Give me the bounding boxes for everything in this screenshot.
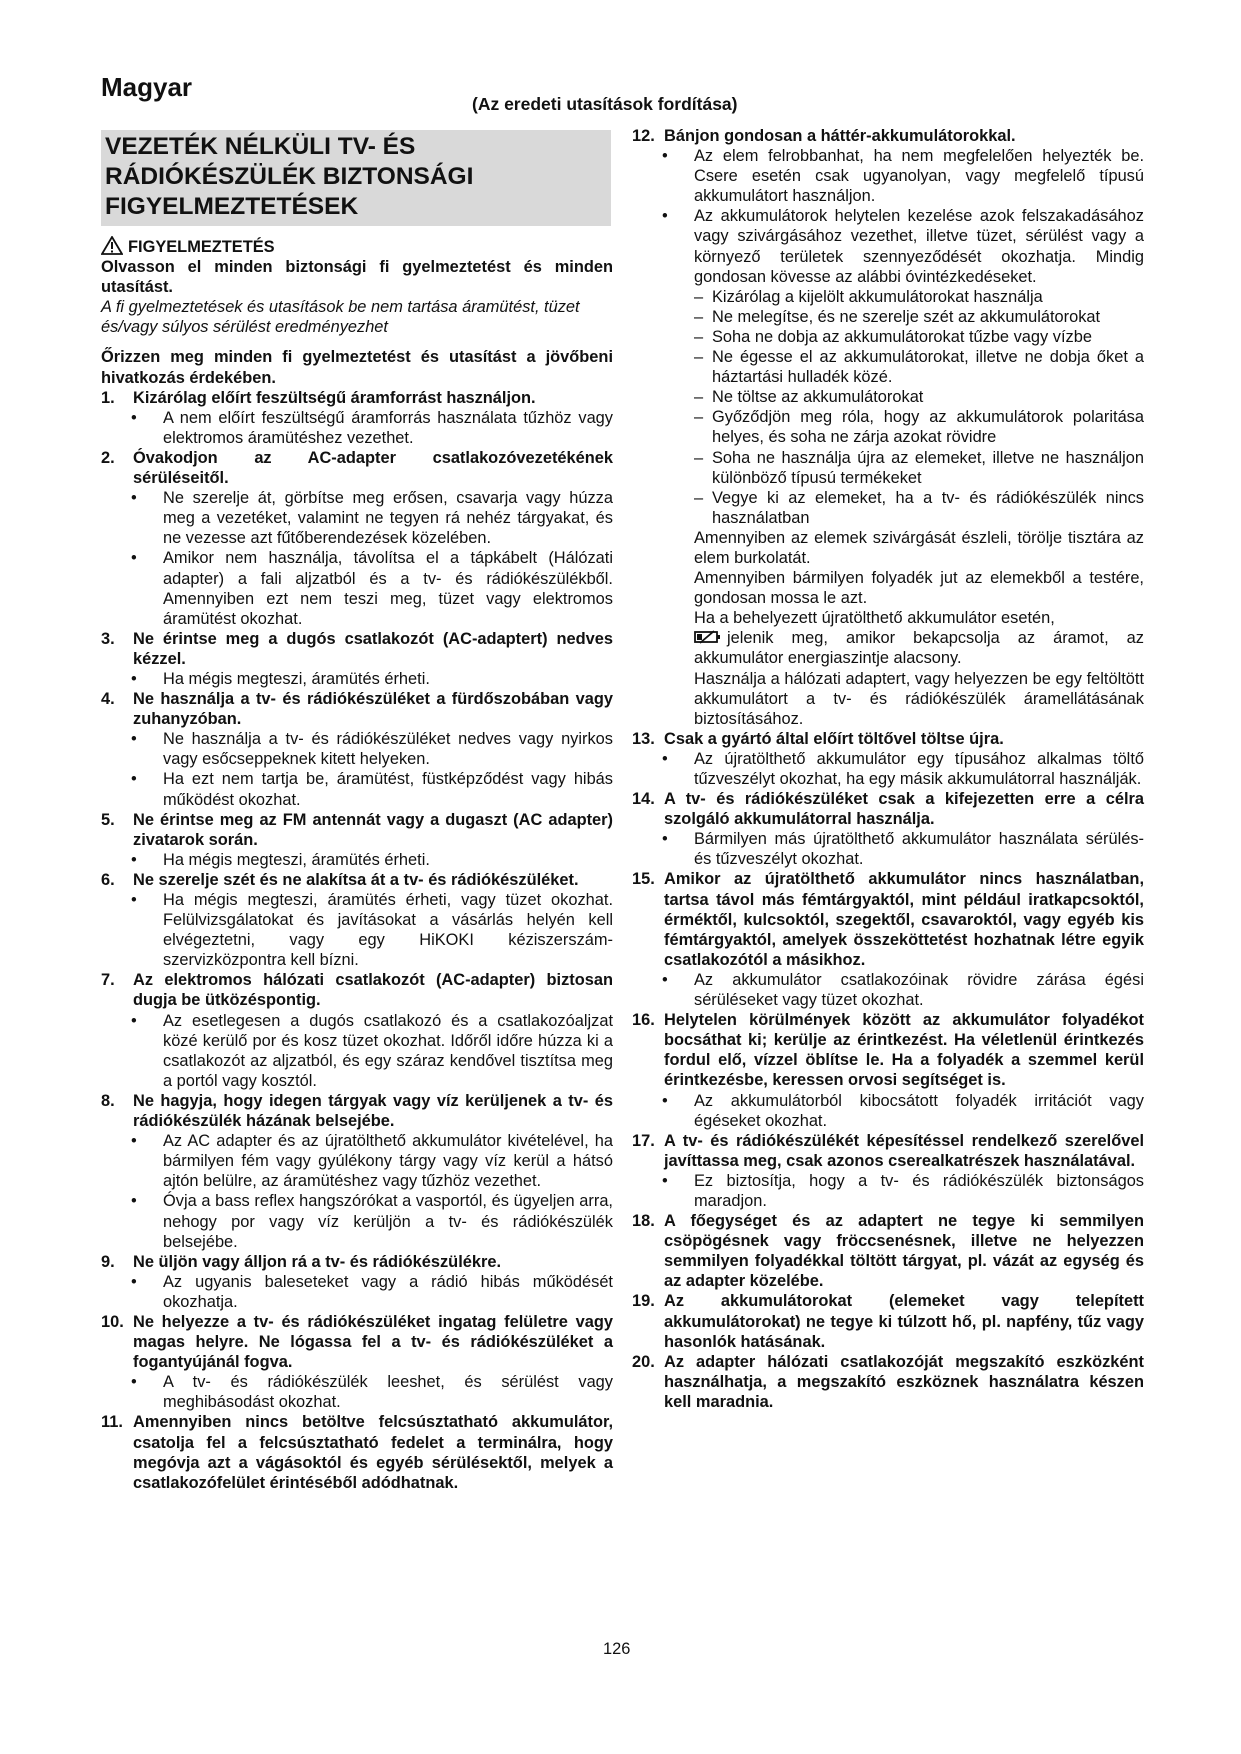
bullet-item <box>101 1011 613 1091</box>
item-text: Ne üljön vagy álljon rá a tv- és rádiókészülékre. <box>133 1252 502 1271</box>
bullet-text: Az akkumulátorok helytelen kezelése azok felszakadásához vagy szivárgásához vezethet, illetve tüzet, sérülést vagy a környező területek szennyeződését okozhatja. Mindig gondosan kövesse az alábbi óvintézkedéseket. <box>694 207 1144 286</box>
warning-label: FIGYELMEZTETÉS <box>128 238 275 256</box>
low-battery-text-b: jelenik meg, amikor bekapcsolja az áramot, az akkumulátor energiaszintje alacsony. <box>694 629 1144 668</box>
item-text: Ne szerelje szét és ne alakítsa át a tv- és rádiókészüléket. <box>133 870 579 889</box>
bullet-text: Az AC adapter és az újratölthető akkumulátor kivételével, ha bármilyen fém vagy gyúlékony tárgy vagy víz kerül a hátsó ajtón belülre, az áramütéshez vagy tűzhöz vezethet. <box>163 1132 613 1191</box>
bullet-mark: • <box>131 1373 137 1392</box>
bullet-text: Az esetlegesen a dugós csatlakozó és a csatlakozóaljzat közé kerülő por és kosz tüzet okozhat. Időről időre húzza ki a csatlakozót az aljzatból, és egy száraz kendővel tisztítsa meg a portól vagy kosztól. <box>163 1011 613 1090</box>
dash-mark: – <box>694 488 704 507</box>
dash-item <box>632 448 1144 488</box>
bullet-mark: • <box>131 850 137 869</box>
item-text: Amennyiben nincs betöltve felcsúsztatható akkumulátor, csatolja fel a felcsúsztatható fedelet a terminálra, hogy megóvja azt a vágásoktól és egyéb sérülésektől, melyek a csatlakozófelület érintéséből adódhatnak. <box>133 1413 613 1492</box>
leak-paragraph: Amennyiben az elemek szivárgását észleli, törölje tisztára az elem burkolatát. <box>694 528 1144 567</box>
item-text: Ne helyezze a tv- és rádiókészüléket ingatag felületre vagy magas helyre. Ne lógassa fel a tv- és rádiókészüléket a fogantyújánál fogva. <box>133 1312 613 1372</box>
list-item <box>632 1291 1144 1351</box>
dash-text: Soha ne használja újra az elemeket, illetve ne használjon különböző típusú termékeket <box>712 448 1144 487</box>
bullet-item <box>101 890 613 970</box>
bullet-mark: • <box>662 830 668 849</box>
bullet-item <box>101 729 613 769</box>
bullet-item <box>632 749 1144 789</box>
bullet-text: Óvja a bass reflex hangszórókat a vasportól, és ügyeljen arra, nehogy por vagy víz kerüljön a tv- és rádiókészülék belsejébe. <box>163 1192 613 1251</box>
bullet-text: Az ugyanis baleseteket vagy a rádió hibás működését okozhatja. <box>163 1272 613 1311</box>
list-item-12 <box>632 126 1144 146</box>
bullet-text: A nem előírt feszültségű áramforrás használata tűzhöz vagy elektromos áramütéshez vezethet. <box>163 408 613 447</box>
bullet-mark: • <box>131 1192 137 1211</box>
list-item <box>632 1211 1144 1291</box>
bullet-item <box>101 1191 613 1251</box>
low-battery-paragraph <box>632 608 1144 668</box>
bullet-mark: • <box>131 489 137 508</box>
item-text: Helytelen körülmények között az akkumulátor folyadékot bocsáthat ki; kerülje az érintkezést. Ha véletlenül érintkezés fordul elő, vízzel öblítse le. Ha a folyadék a szemmel kerül érintkezésbe, keressen orvosi segítséget is. <box>664 1011 1144 1090</box>
item-text: Bánjon gondosan a háttér-akkumulátorokkal. <box>664 127 1016 145</box>
list-item <box>101 629 613 669</box>
bullet-text: Ne szerelje át, görbítse meg erősen, csavarja vagy húzza meg a vezetéket, valamint ne tegyen rá nehéz tárgyakat, és ne vezesse azt fűtőberendezések közelében. <box>163 489 613 548</box>
item-number: 13. <box>632 729 655 748</box>
dash-mark: – <box>694 448 704 467</box>
item-number: 20. <box>632 1352 655 1371</box>
item-number: 7. <box>101 971 115 990</box>
item-number: 6. <box>101 870 115 889</box>
bullet-item <box>101 548 613 628</box>
item-text: Az akkumulátorokat (elemeket vagy telepített akkumulátorokat) ne tegye ki túlzott hő, pl. napfény, tűz vagy hasonlók hatásának. <box>664 1292 1144 1351</box>
bullet-mark: • <box>662 970 668 989</box>
bullet-mark: • <box>131 730 137 749</box>
list-item <box>101 689 613 729</box>
dash-mark: – <box>694 388 704 407</box>
bullet-item <box>632 970 1144 1010</box>
warning-italic-text: A fi gyelmeztetések és utasítások be nem tartása áramütést, tüzet és/vagy súlyos sérülést eredményezhet <box>101 298 580 337</box>
dash-mark: – <box>694 307 704 326</box>
item-text: Óvakodjon az AC-adapter csatlakozóvezetékének sérüléseitől. <box>133 448 613 488</box>
list-item <box>101 388 613 408</box>
low-battery-text-a: Ha a behelyezett újratölthető akkumulátor esetén, <box>694 609 1055 628</box>
bullet-text: Ha mégis megteszi, áramütés érheti. <box>163 850 430 869</box>
dash-text: Győződjön meg róla, hogy az akkumulátorok polaritása helyes, és soha ne zárja azokat rövidre <box>712 408 1144 447</box>
bullet-item <box>101 769 613 809</box>
item-number: 1. <box>101 388 115 407</box>
dash-item <box>632 327 1144 347</box>
list-item <box>101 810 613 850</box>
dash-mark: – <box>694 327 704 346</box>
item-text: Amikor az újratölthető akkumulátor nincs használatban, tartsa távol más fémtárgyaktól, mint például iratkapcsoktól, érméktől, kulcsoktól, szegektől, csavaroktól, vagy egyéb kis fémtárgyaktól, amelyek összeköttetést hozhatnak létre egyik csatlakozótól a másikhoz. <box>664 870 1144 969</box>
warning-bold-text: Olvasson el minden biztonsági fi gyelmeztetést és minden utasítást. <box>101 258 613 297</box>
dash-text: Ne töltse az akkumulátorokat <box>712 388 924 407</box>
list-item <box>101 1091 613 1131</box>
item-text: Ne érintse meg a dugós csatlakozót (AC-adaptert) nedves kézzel. <box>133 629 613 668</box>
bullet-text: Az újratölthető akkumulátor egy típusához alkalmas töltő tűzveszélyt okozhat, ha egy másik akkumulátorral használják. <box>694 749 1144 788</box>
item-text: A tv- és rádiókészüléket csak a kifejezetten erre a célra szolgáló akkumulátorral használja. <box>664 790 1144 829</box>
dash-mark: – <box>694 408 704 427</box>
dash-item <box>632 407 1144 447</box>
item-number: 5. <box>101 810 115 829</box>
bullet-mark: • <box>131 891 137 909</box>
bullet-mark: • <box>131 770 137 789</box>
item-text: A főegységet és az adaptert ne tegye ki semmilyen csöpögésnek vagy fröccsenésnek, illetve ne helyezzen semmilyen folyadékkal töltött tárgyat, pl. vázát az egység és az adapter közelébe. <box>664 1212 1144 1291</box>
item-text: Az adapter hálózati csatlakozóját megszakító eszközként használhatja, a megszakító eszköznek használatra készen kell maradnia. <box>664 1352 1144 1411</box>
bullet-text: Az elem felrobbanhat, ha nem megfelelően helyezték be. Csere esetén csak ugyanolyan, vagy megfelelő típusú akkumulátort használjon. <box>694 147 1144 206</box>
dash-mark: – <box>694 348 704 367</box>
bullet-text: Az akkumulátor csatlakozóinak rövidre zárása égési sérüléseket vagy tüzet okozhat. <box>694 970 1144 1010</box>
keep-instructions-text: Őrizzen meg minden fi gyelmeztetést és utasítást a jövőbeni hivatkozás érdekében. <box>101 348 613 387</box>
dash-text: Ne égesse el az akkumulátorokat, illetve ne dobja őket a háztartási hulladék közé. <box>712 348 1144 387</box>
list-item <box>632 789 1144 829</box>
item-number: 10. <box>101 1312 124 1331</box>
low-battery-icon <box>694 629 724 645</box>
bullet-mark: • <box>131 408 137 427</box>
item-number: 16. <box>632 1011 655 1030</box>
bullet-text: Ha mégis megteszi, áramütés érheti. <box>163 669 430 688</box>
list-item <box>101 1312 613 1372</box>
bullet-item <box>101 669 613 689</box>
bullet-item <box>632 146 1144 206</box>
dash-item <box>632 287 1144 307</box>
bullet-item <box>101 1272 613 1312</box>
page-number: 126 <box>603 1640 631 1658</box>
dash-item <box>632 488 1144 528</box>
dash-item <box>632 387 1144 407</box>
item-number: 9. <box>101 1252 115 1271</box>
bullet-item <box>632 1171 1144 1211</box>
item-text: A tv- és rádiókészülékét képesítéssel rendelkező szerelővel javíttassa meg, csak azonos cserealkatrészek használatával. <box>664 1131 1144 1170</box>
item-text: Az elektromos hálózati csatlakozót (AC-adapter) biztosan dugja be ütközéspontig. <box>133 971 613 1010</box>
item-number: 17. <box>632 1131 655 1150</box>
bullet-text: Ha mégis megteszi, áramütés érheti, vagy tüzet okozhat. Felülvizsgálatokat és javításokat a vásárlás helyén kell elvégeztetni, vagy egy HiKOKI kéziszerszám-szervizközpontra kell bízni. <box>163 891 613 970</box>
list-item <box>101 970 613 1010</box>
bullet-mark: • <box>662 207 668 226</box>
translation-subtitle: (Az eredeti utasítások fordítása) <box>472 94 738 114</box>
adapter-paragraph: Használja a hálózati adaptert, vagy helyezzen be egy feltöltött akkumulátort a tv- és rádiókészülék áramellátásának biztosításához. <box>694 669 1144 728</box>
list-item <box>632 869 1144 969</box>
language-label: Magyar <box>101 72 193 102</box>
dash-text: Ne melegítse, és ne szerelje szét az akkumulátorokat <box>712 307 1101 326</box>
item-text: Ne érintse meg az FM antennát vagy a dugaszt (AC adapter) zivatarok során. <box>133 810 613 849</box>
bullet-text: A tv- és rádiókészülék leeshet, és sérülést vagy meghibásodást okozhat. <box>163 1373 613 1412</box>
bullet-mark: • <box>662 1091 668 1110</box>
bullet-item <box>101 1131 613 1191</box>
item-text: Kizárólag előírt feszültségű áramforrást használjon. <box>133 388 536 407</box>
item-number: 3. <box>101 629 115 648</box>
bullet-item <box>632 1091 1144 1131</box>
list-item <box>101 1412 613 1492</box>
bullet-item <box>101 1372 613 1412</box>
list-item <box>101 448 613 488</box>
list-item <box>632 1352 1144 1412</box>
warning-triangle-icon <box>101 236 123 255</box>
dash-text: Soha ne dobja az akkumulátorokat tűzbe vagy vízbe <box>712 327 1092 346</box>
fluid-paragraph: Amennyiben bármilyen folyadék jut az elemekből a testére, gondosan mossa le azt. <box>694 569 1144 608</box>
item-number: 8. <box>101 1091 115 1110</box>
section-title: VEZETÉK NÉLKÜLI TV- ÉS RÁDIÓKÉSZÜLÉK BIZTONSÁGI FIGYELMEZTETÉSEK <box>101 130 611 226</box>
right-column <box>632 126 1144 1412</box>
bullet-mark: • <box>131 669 137 688</box>
bullet-item <box>632 206 1144 286</box>
left-column <box>101 130 613 1493</box>
bullet-mark: • <box>131 1132 137 1151</box>
item-number: 11. <box>101 1413 123 1432</box>
dash-item <box>632 347 1144 387</box>
bullet-text: Az akkumulátorból kibocsátott folyadék irritációt vagy égéseket okozhat. <box>694 1091 1144 1130</box>
list-item <box>101 870 613 890</box>
list-item <box>632 1010 1144 1090</box>
dash-text: Kizárólag a kijelölt akkumulátorokat használja <box>712 287 1043 306</box>
list-item <box>632 1131 1144 1171</box>
bullet-text: Bármilyen más újratölthető akkumulátor használata sérülés- és tűzveszélyt okozhat. <box>694 830 1144 869</box>
bullet-mark: • <box>662 1171 668 1190</box>
item-number: 14. <box>632 790 655 809</box>
item-number: 2. <box>101 448 115 467</box>
item-text: Ne hagyja, hogy idegen tárgyak vagy víz kerüljenek a tv- és rádiókészülék házának belsejébe. <box>133 1091 613 1131</box>
bullet-mark: • <box>131 549 137 568</box>
bullet-mark: • <box>662 147 668 166</box>
item-number: 18. <box>632 1212 655 1231</box>
bullet-text: Ne használja a tv- és rádiókészüléket nedves vagy nyirkos vagy esőcseppeknek kitett helyeken. <box>163 730 613 769</box>
bullet-text: Ha ezt nem tartja be, áramütést, füstképződést vagy hibás működést okozhat. <box>163 770 613 809</box>
bullet-item <box>101 408 613 448</box>
item-text: Csak a gyártó által előírt töltővel töltse újra. <box>664 729 1004 748</box>
left-item-list <box>101 388 613 1493</box>
bullet-item <box>101 850 613 870</box>
bullet-mark: • <box>131 1272 137 1291</box>
bullet-mark: • <box>131 1011 137 1030</box>
dash-item <box>632 307 1144 327</box>
bullet-text: Ez biztosítja, hogy a tv- és rádiókészülék biztonságos maradjon. <box>694 1171 1144 1210</box>
bullet-item <box>101 488 613 548</box>
dash-text: Vegye ki az elemeket, ha a tv- és rádiókészülék nincs használatban <box>712 488 1144 527</box>
list-item <box>632 729 1144 749</box>
bullet-text: Amikor nem használja, távolítsa el a tápkábelt (Hálózati adapter) a fali aljzatból és a tv- és rádiókészülékből. Amennyiben ezt nem teszi meg, tüzet vagy elektromos áramütést okozhat. <box>163 549 613 628</box>
item-number: 19. <box>632 1292 655 1311</box>
right-item-list <box>632 729 1144 1412</box>
bullet-item <box>632 829 1144 869</box>
warning-heading <box>101 236 613 257</box>
dash-mark: – <box>694 287 704 306</box>
item-text: Ne használja a tv- és rádiókészüléket a fürdőszobában vagy zuhanyzóban. <box>133 690 613 729</box>
item-number: 12. <box>632 127 655 145</box>
list-item <box>101 1252 613 1272</box>
item-number: 4. <box>101 690 115 709</box>
bullet-mark: • <box>662 749 668 768</box>
item-number: 15. <box>632 870 655 889</box>
